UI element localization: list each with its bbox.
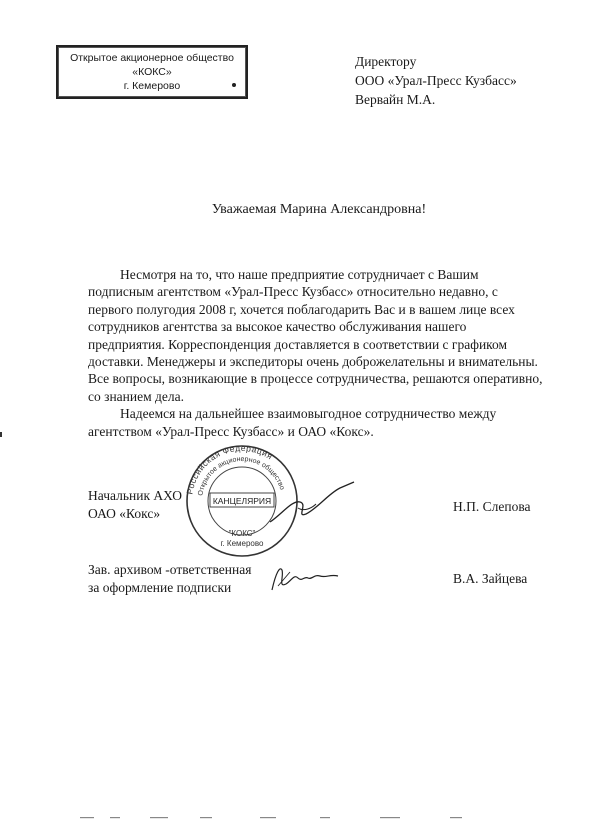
signature-scribble-2 [268,560,348,596]
signatory-1-title-line-2: ОАО «Кокс» [88,506,161,521]
seal-inner-text: Открытое акционерное общество [197,455,286,497]
letter-body [88,266,543,440]
signatory-2-title-line-2: за оформление подписки [88,580,232,595]
seal-bottom-line-1: "КОКС" [228,529,256,538]
signatory-2-name: В.А. Зайцева [453,571,528,586]
seal-center-text: КАНЦЕЛЯРИЯ [212,496,272,506]
signature-scribble-1 [268,478,358,528]
addressee-block [355,52,517,109]
seal-bottom-line-2: г. Кемерово [220,539,264,548]
stamp-line-1: Открытое акционерное общество [70,52,234,64]
signatory-1-title-line-1: Начальник АХО [88,488,182,503]
signatory-2-title-line-1: Зав. архивом -ответственная [88,562,252,577]
signatory-2-title [88,561,251,597]
signatory-1-title [88,487,182,523]
scan-footer-noise [60,816,540,820]
addressee-company: ООО «Урал-Пресс Кузбасс» [355,73,517,88]
body-paragraph-2: Надеемся на дальнейшее взаимовыгодное сотрудничество между агентством «Урал-Пресс Кузбасс» и ОАО «Кокс». [88,406,497,439]
signatory-1-name: Н.П. Слепова [453,499,531,514]
scan-edge-mark [0,432,2,437]
stamp-line-3: г. Кемерово [123,80,181,92]
stamp-dot [232,83,236,87]
company-stamp [56,45,248,99]
greeting: Уважаемая Марина Александровна! [211,202,427,217]
body-paragraph-1: Несмотря на то, что наше предприятие сотрудничает с Вашим подписным агентством «Урал-Пресс Кузбасс» относительно недавно, с первого полугодия 2008 г, хочется поблагодарить Вас и в вашем лице всех сотрудников агентства за высокое качество обслуживания нашего предприятия. Корреспонденция доставляется в соответствии с графиком доставки. Менеджеры и экспедиторы очень доброжелательны и внимательны. Все вопросы, возникающие в процессе сотрудничества, решаются оперативно, со знанием дела. [88,267,543,404]
seal-outer-text: Российская Федерация [184,443,275,496]
addressee-name: Вервайн М.А. [355,92,436,107]
stamp-line-2: «КОКС» [132,66,172,78]
addressee-position: Директору [355,54,417,69]
